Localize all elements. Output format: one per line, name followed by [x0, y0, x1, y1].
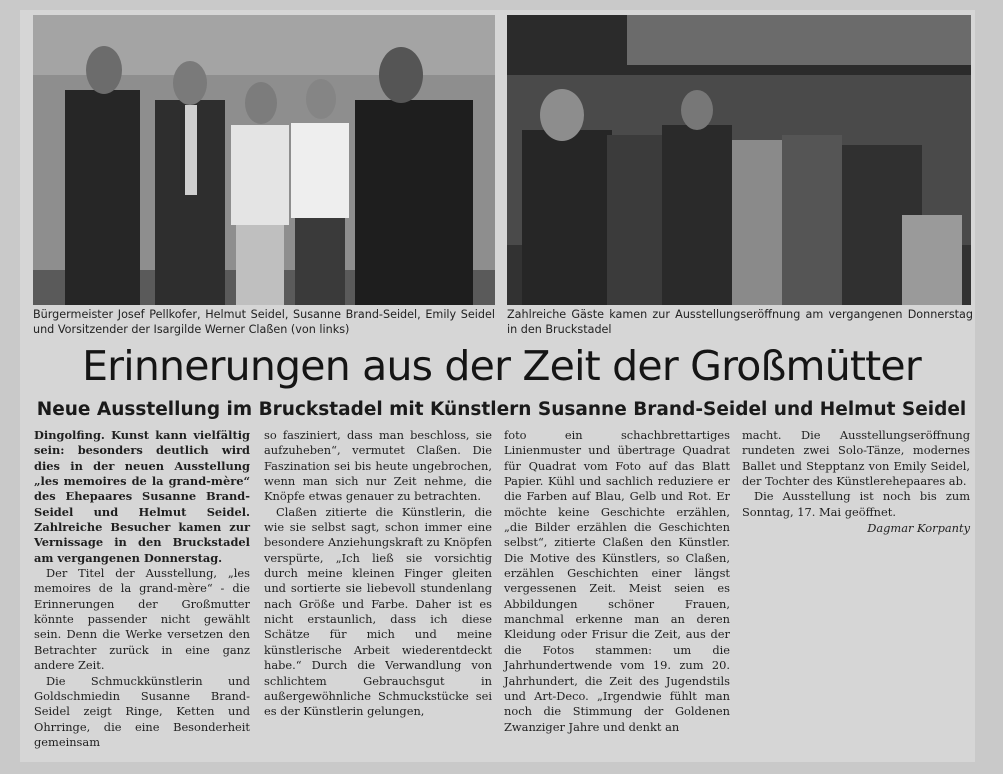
photo-caption-left: Bürgermeister Josef Pellkofer, Helmut Seidel, Susanne Brand-Seidel, Emily Seidel und Vorsitzender der Isargilde Werner Claßen (von links) [33, 308, 495, 336]
article-paragraph: Der Titel der Ausstellung, „les memoires de la grand-mère“ - die Erinnerungen der Großmutter könnte passender nicht gewählt sein. Denn die Werke versetzen den Betrachter zurück in eine ganz andere Zeit. [34, 566, 250, 673]
group-photo [33, 15, 495, 305]
article-column-4 [742, 428, 970, 536]
photo-caption-right: Zahlreiche Gäste kamen zur Ausstellungseröffnung am vergangenen Donnerstag in den Bruckstadel [507, 308, 973, 336]
article-column-2 [264, 428, 492, 720]
article-paragraph: so fasziniert, dass man beschloss, sie aufzuheben“, vermutet Claßen. Die Faszination sei bis heute ungebrochen, wenn man sich nur Zeit nehme, die Knöpfe etwas genauer zu betrachten. [264, 428, 492, 504]
article-column-1 [34, 428, 250, 750]
article-paragraph: Die Schmuckkünstlerin und Goldschmiedin Susanne Brand-Seidel zeigt Ringe, Ketten und Ohrringe, die eine Besonderheit gemeinsam [34, 673, 250, 749]
audience-photo-illustration [507, 15, 971, 305]
article-subheadline: Neue Ausstellung im Bruckstadel mit Künstlern Susanne Brand-Seidel und Helmut Seidel [36, 399, 967, 420]
audience-photo [507, 15, 971, 305]
article-paragraph: Die Ausstellung ist noch bis zum Sonntag, 17. Mai geöffnet. [742, 489, 970, 519]
article-headline: Erinnerungen aus der Zeit der Großmütter [82, 342, 921, 390]
article-author: Dagmar Korpanty [867, 521, 970, 536]
group-photo-illustration [33, 15, 495, 305]
article-paragraph: foto ein schachbrettartiges Linienmuster und übertrage Quadrat für Quadrat vom Foto auf das Blatt Papier. Kühl und sachlich reduziere er die Farben auf Blau, Gelb und Rot. Er möchte keine Geschichte erzählen, „die Bilder erzählen die Geschichten selbst“, zitierte Claßen den Künstler. Die Motive des Künstlers, so Claßen, erzählen Geschichten einer längst vergessenen Zeit. Meist seien es Abbildungen schöner Frauen, manchmal erkenne man an deren Kleidung oder Frisur die Zeit, aus der die Fotos stammen: um die Jahrhundertwende vom 19. zum 20. Jahrhundert, die Zeit des Jugendstils und Art-Deco. „Irgendwie fühlt man noch die Stimmung der Goldenen Zwanziger Jahre und denkt an [504, 428, 730, 734]
article-paragraph: Claßen zitierte die Künstlerin, die wie sie selbst sagt, schon immer eine besondere Anziehungskraft zu Knöpfen verspürte, „Ich ließ sie vorsichtig durch meine kleinen Finger gleiten und sortierte sie liebevoll stundenlang nach Größe und Farbe. Daher ist es nicht erstaunlich, dass ich diese Schätze für mich und meine künstlerische Arbeit wiederentdeckt habe.“ Durch die Verwandlung von schlichtem Gebrauchsgut in außergewöhnliche Schmuckstücke sei es der Künstlerin gelungen, [264, 504, 492, 719]
article-lead: Dingolfing. Kunst kann vielfältig sein: besonders deutlich wird dies in der neuen Ausstellung „les memoires de la grand-mère“ des Ehepaares Susanne Brand-Seidel und Helmut Seidel. Zahlreiche Besucher kamen zur Vernissage in den Bruckstadel am vergangenen Donnerstag. [34, 428, 250, 565]
article-paragraph: macht. Die Ausstellungseröffnung rundeten zwei Solo-Tänze, modernes Ballet und Stepptanz von Emily Seidel, der Tochter des Künstlerehepaares ab. [742, 428, 970, 489]
article-column-3 [504, 428, 730, 735]
